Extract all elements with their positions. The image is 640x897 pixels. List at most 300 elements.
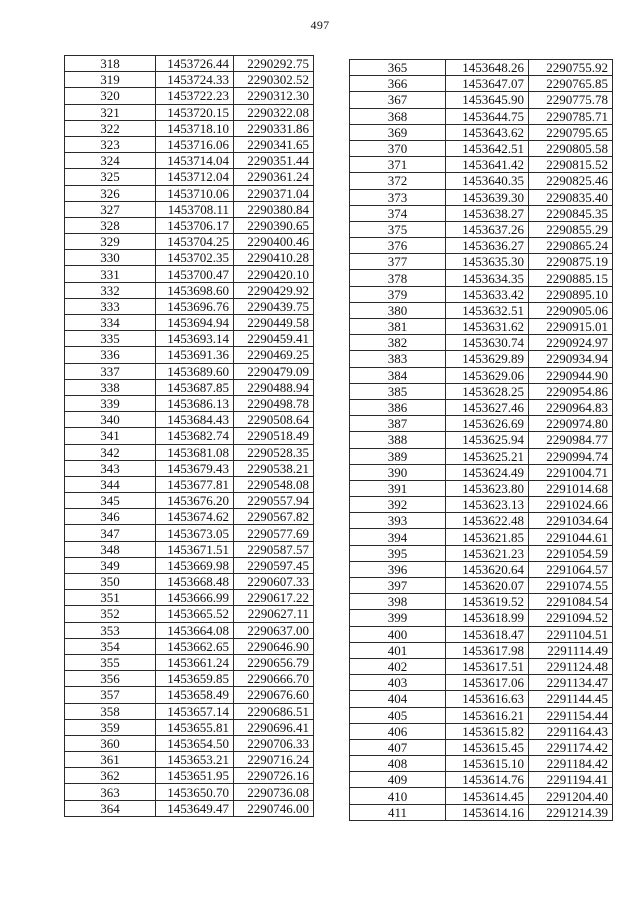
table-row xyxy=(65,250,314,266)
y-coordinate-cell: 2290420.10 xyxy=(234,266,314,282)
x-coordinate-cell: 1453648.26 xyxy=(446,60,529,76)
x-coordinate-cell: 1453639.30 xyxy=(446,189,529,205)
point-number-cell: 405 xyxy=(350,707,446,723)
page-number: 497 xyxy=(310,18,330,32)
y-coordinate-cell: 2290726.16 xyxy=(234,768,314,784)
y-coordinate-cell: 2290746.00 xyxy=(234,800,314,816)
point-number-cell: 318 xyxy=(65,56,156,72)
x-coordinate-cell: 1453666.99 xyxy=(156,590,234,606)
x-coordinate-cell: 1453654.50 xyxy=(156,735,234,751)
point-number-cell: 336 xyxy=(65,347,156,363)
point-number-cell: 400 xyxy=(350,626,446,642)
x-coordinate-cell: 1453625.94 xyxy=(446,432,529,448)
y-coordinate-cell: 2290469.25 xyxy=(234,347,314,363)
point-number-cell: 378 xyxy=(350,270,446,286)
x-coordinate-cell: 1453669.98 xyxy=(156,557,234,573)
table-row xyxy=(65,768,314,784)
x-coordinate-cell: 1453620.64 xyxy=(446,561,529,577)
point-number-cell: 346 xyxy=(65,509,156,525)
y-coordinate-cell: 2290518.49 xyxy=(234,428,314,444)
point-number-cell: 406 xyxy=(350,723,446,739)
table-row xyxy=(65,509,314,525)
y-coordinate-cell: 2290885.15 xyxy=(529,270,613,286)
x-coordinate-cell: 1453619.52 xyxy=(446,594,529,610)
x-coordinate-cell: 1453618.99 xyxy=(446,610,529,626)
x-coordinate-cell: 1453694.94 xyxy=(156,315,234,331)
x-coordinate-cell: 1453638.27 xyxy=(446,205,529,221)
y-coordinate-cell: 2290361.24 xyxy=(234,169,314,185)
point-number-cell: 411 xyxy=(350,804,446,820)
table-row xyxy=(65,671,314,687)
coordinates-table-left xyxy=(64,55,314,817)
x-coordinate-cell: 1453687.85 xyxy=(156,379,234,395)
point-number-cell: 396 xyxy=(350,561,446,577)
y-coordinate-cell: 2290696.41 xyxy=(234,719,314,735)
point-number-cell: 324 xyxy=(65,153,156,169)
y-coordinate-cell: 2290845.35 xyxy=(529,205,613,221)
point-number-cell: 375 xyxy=(350,221,446,237)
y-coordinate-cell: 2290934.94 xyxy=(529,351,613,367)
x-coordinate-cell: 1453631.62 xyxy=(446,319,529,335)
x-coordinate-cell: 1453726.44 xyxy=(156,56,234,72)
table-row xyxy=(65,347,314,363)
y-coordinate-cell: 2290865.24 xyxy=(529,238,613,254)
point-number-cell: 380 xyxy=(350,302,446,318)
point-number-cell: 379 xyxy=(350,286,446,302)
y-coordinate-cell: 2290302.52 xyxy=(234,72,314,88)
x-coordinate-cell: 1453623.80 xyxy=(446,480,529,496)
table-row xyxy=(350,497,613,513)
table-row xyxy=(350,658,613,674)
point-number-cell: 332 xyxy=(65,282,156,298)
y-coordinate-cell: 2291064.57 xyxy=(529,561,613,577)
x-coordinate-cell: 1453624.49 xyxy=(446,464,529,480)
table-row xyxy=(350,610,613,626)
table-row xyxy=(350,642,613,658)
point-number-cell: 392 xyxy=(350,497,446,513)
point-number-cell: 368 xyxy=(350,108,446,124)
table-row xyxy=(65,800,314,816)
y-coordinate-cell: 2290716.24 xyxy=(234,752,314,768)
x-coordinate-cell: 1453615.82 xyxy=(446,723,529,739)
y-coordinate-cell: 2290825.46 xyxy=(529,173,613,189)
x-coordinate-cell: 1453708.11 xyxy=(156,201,234,217)
table-row xyxy=(65,136,314,152)
table-row xyxy=(350,335,613,351)
table-row xyxy=(65,784,314,800)
x-coordinate-cell: 1453617.98 xyxy=(446,642,529,658)
table-row xyxy=(350,707,613,723)
y-coordinate-cell: 2290706.33 xyxy=(234,735,314,751)
point-number-cell: 351 xyxy=(65,590,156,606)
table-row xyxy=(350,108,613,124)
table-row xyxy=(350,157,613,173)
point-number-cell: 385 xyxy=(350,383,446,399)
table-row xyxy=(350,124,613,140)
x-coordinate-cell: 1453637.26 xyxy=(446,221,529,237)
x-coordinate-cell: 1453641.42 xyxy=(446,157,529,173)
x-coordinate-cell: 1453674.62 xyxy=(156,509,234,525)
point-number-cell: 355 xyxy=(65,654,156,670)
x-coordinate-cell: 1453668.48 xyxy=(156,574,234,590)
table-row xyxy=(350,432,613,448)
x-coordinate-cell: 1453634.35 xyxy=(446,270,529,286)
table-row xyxy=(350,221,613,237)
y-coordinate-cell: 2290617.22 xyxy=(234,590,314,606)
table-row xyxy=(65,104,314,120)
x-coordinate-cell: 1453620.07 xyxy=(446,578,529,594)
x-coordinate-cell: 1453716.06 xyxy=(156,136,234,152)
x-coordinate-cell: 1453686.13 xyxy=(156,395,234,411)
y-coordinate-cell: 2291084.54 xyxy=(529,594,613,610)
y-coordinate-cell: 2291154.44 xyxy=(529,707,613,723)
x-coordinate-cell: 1453650.70 xyxy=(156,784,234,800)
table-row xyxy=(65,56,314,72)
y-coordinate-cell: 2290380.84 xyxy=(234,201,314,217)
y-coordinate-cell: 2290785.71 xyxy=(529,108,613,124)
table-row xyxy=(350,480,613,496)
point-number-cell: 352 xyxy=(65,606,156,622)
y-coordinate-cell: 2290984.77 xyxy=(529,432,613,448)
table-row xyxy=(350,286,613,302)
table-row xyxy=(350,254,613,270)
table-row xyxy=(65,460,314,476)
point-number-cell: 321 xyxy=(65,104,156,120)
point-number-cell: 410 xyxy=(350,788,446,804)
table-row xyxy=(350,675,613,691)
table-row xyxy=(65,120,314,136)
x-coordinate-cell: 1453621.23 xyxy=(446,545,529,561)
y-coordinate-cell: 2290528.35 xyxy=(234,444,314,460)
table-row xyxy=(65,217,314,233)
x-coordinate-cell: 1453662.65 xyxy=(156,638,234,654)
table-row xyxy=(350,756,613,772)
table-row xyxy=(65,428,314,444)
point-number-cell: 338 xyxy=(65,379,156,395)
x-coordinate-cell: 1453642.51 xyxy=(446,140,529,156)
point-number-cell: 390 xyxy=(350,464,446,480)
x-coordinate-cell: 1453655.81 xyxy=(156,719,234,735)
table-row xyxy=(65,703,314,719)
table-row xyxy=(65,687,314,703)
table-row xyxy=(350,416,613,432)
x-coordinate-cell: 1453618.47 xyxy=(446,626,529,642)
table-row xyxy=(350,545,613,561)
x-coordinate-cell: 1453632.51 xyxy=(446,302,529,318)
table-row xyxy=(65,298,314,314)
y-coordinate-cell: 2291074.55 xyxy=(529,578,613,594)
y-coordinate-cell: 2290895.10 xyxy=(529,286,613,302)
x-coordinate-cell: 1453682.74 xyxy=(156,428,234,444)
x-coordinate-cell: 1453617.51 xyxy=(446,658,529,674)
table-row xyxy=(350,578,613,594)
table-row xyxy=(65,379,314,395)
point-number-cell: 331 xyxy=(65,266,156,282)
table-row xyxy=(350,76,613,92)
x-coordinate-cell: 1453661.24 xyxy=(156,654,234,670)
table-row xyxy=(350,351,613,367)
table-row xyxy=(65,395,314,411)
y-coordinate-cell: 2291024.66 xyxy=(529,497,613,513)
point-number-cell: 389 xyxy=(350,448,446,464)
table-row xyxy=(65,606,314,622)
x-coordinate-cell: 1453664.08 xyxy=(156,622,234,638)
x-coordinate-cell: 1453689.60 xyxy=(156,363,234,379)
point-number-cell: 343 xyxy=(65,460,156,476)
x-coordinate-cell: 1453621.85 xyxy=(446,529,529,545)
point-number-cell: 356 xyxy=(65,671,156,687)
point-number-cell: 323 xyxy=(65,136,156,152)
table-row xyxy=(65,752,314,768)
y-coordinate-cell: 2290331.86 xyxy=(234,120,314,136)
point-number-cell: 407 xyxy=(350,739,446,755)
y-coordinate-cell: 2290587.57 xyxy=(234,541,314,557)
y-coordinate-cell: 2291104.51 xyxy=(529,626,613,642)
table-row xyxy=(65,444,314,460)
y-coordinate-cell: 2291214.39 xyxy=(529,804,613,820)
x-coordinate-cell: 1453706.17 xyxy=(156,217,234,233)
x-coordinate-cell: 1453673.05 xyxy=(156,525,234,541)
point-number-cell: 349 xyxy=(65,557,156,573)
x-coordinate-cell: 1453657.14 xyxy=(156,703,234,719)
table-row xyxy=(350,513,613,529)
point-number-cell: 382 xyxy=(350,335,446,351)
y-coordinate-cell: 2290567.82 xyxy=(234,509,314,525)
y-coordinate-cell: 2290915.01 xyxy=(529,319,613,335)
y-coordinate-cell: 2290835.40 xyxy=(529,189,613,205)
table-row xyxy=(350,788,613,804)
point-number-cell: 399 xyxy=(350,610,446,626)
x-coordinate-cell: 1453645.90 xyxy=(446,92,529,108)
y-coordinate-cell: 2290400.46 xyxy=(234,234,314,250)
y-coordinate-cell: 2290994.74 xyxy=(529,448,613,464)
y-coordinate-cell: 2290775.78 xyxy=(529,92,613,108)
y-coordinate-cell: 2291114.49 xyxy=(529,642,613,658)
point-number-cell: 395 xyxy=(350,545,446,561)
table-row xyxy=(65,557,314,573)
point-number-cell: 354 xyxy=(65,638,156,654)
y-coordinate-cell: 2290855.29 xyxy=(529,221,613,237)
point-number-cell: 397 xyxy=(350,578,446,594)
y-coordinate-cell: 2290627.11 xyxy=(234,606,314,622)
point-number-cell: 402 xyxy=(350,658,446,674)
point-number-cell: 409 xyxy=(350,772,446,788)
point-number-cell: 348 xyxy=(65,541,156,557)
x-coordinate-cell: 1453616.21 xyxy=(446,707,529,723)
point-number-cell: 365 xyxy=(350,60,446,76)
x-coordinate-cell: 1453644.75 xyxy=(446,108,529,124)
point-number-cell: 371 xyxy=(350,157,446,173)
table-row xyxy=(65,153,314,169)
y-coordinate-cell: 2290954.86 xyxy=(529,383,613,399)
table-row xyxy=(350,594,613,610)
coordinates-table-left-body xyxy=(65,56,314,817)
y-coordinate-cell: 2290905.06 xyxy=(529,302,613,318)
y-coordinate-cell: 2290676.60 xyxy=(234,687,314,703)
y-coordinate-cell: 2290805.58 xyxy=(529,140,613,156)
x-coordinate-cell: 1453647.07 xyxy=(446,76,529,92)
table-row xyxy=(65,590,314,606)
x-coordinate-cell: 1453659.85 xyxy=(156,671,234,687)
table-row xyxy=(350,205,613,221)
table-row xyxy=(350,189,613,205)
x-coordinate-cell: 1453702.35 xyxy=(156,250,234,266)
x-coordinate-cell: 1453629.89 xyxy=(446,351,529,367)
table-row xyxy=(350,399,613,415)
x-coordinate-cell: 1453700.47 xyxy=(156,266,234,282)
x-coordinate-cell: 1453665.52 xyxy=(156,606,234,622)
x-coordinate-cell: 1453698.60 xyxy=(156,282,234,298)
y-coordinate-cell: 2290815.52 xyxy=(529,157,613,173)
point-number-cell: 362 xyxy=(65,768,156,784)
table-row xyxy=(65,201,314,217)
y-coordinate-cell: 2290498.78 xyxy=(234,395,314,411)
table-row xyxy=(350,140,613,156)
y-coordinate-cell: 2290577.69 xyxy=(234,525,314,541)
table-row xyxy=(65,476,314,492)
point-number-cell: 328 xyxy=(65,217,156,233)
table-row xyxy=(65,315,314,331)
point-number-cell: 370 xyxy=(350,140,446,156)
point-number-cell: 391 xyxy=(350,480,446,496)
table-row xyxy=(65,493,314,509)
point-number-cell: 359 xyxy=(65,719,156,735)
table-row xyxy=(350,723,613,739)
table-row xyxy=(350,772,613,788)
point-number-cell: 333 xyxy=(65,298,156,314)
x-coordinate-cell: 1453616.63 xyxy=(446,691,529,707)
point-number-cell: 341 xyxy=(65,428,156,444)
x-coordinate-cell: 1453693.14 xyxy=(156,331,234,347)
x-coordinate-cell: 1453718.10 xyxy=(156,120,234,136)
table-row xyxy=(350,529,613,545)
point-number-cell: 384 xyxy=(350,367,446,383)
point-number-cell: 335 xyxy=(65,331,156,347)
point-number-cell: 393 xyxy=(350,513,446,529)
y-coordinate-cell: 2291004.71 xyxy=(529,464,613,480)
table-row xyxy=(65,185,314,201)
x-coordinate-cell: 1453724.33 xyxy=(156,72,234,88)
y-coordinate-cell: 2290795.65 xyxy=(529,124,613,140)
x-coordinate-cell: 1453649.47 xyxy=(156,800,234,816)
y-coordinate-cell: 2290410.28 xyxy=(234,250,314,266)
table-row xyxy=(350,464,613,480)
x-coordinate-cell: 1453671.51 xyxy=(156,541,234,557)
point-number-cell: 344 xyxy=(65,476,156,492)
point-number-cell: 383 xyxy=(350,351,446,367)
y-coordinate-cell: 2291134.47 xyxy=(529,675,613,691)
point-number-cell: 353 xyxy=(65,622,156,638)
point-number-cell: 327 xyxy=(65,201,156,217)
table-row xyxy=(350,60,613,76)
table-row xyxy=(65,719,314,735)
x-coordinate-cell: 1453677.81 xyxy=(156,476,234,492)
y-coordinate-cell: 2290371.04 xyxy=(234,185,314,201)
y-coordinate-cell: 2290646.90 xyxy=(234,638,314,654)
point-number-cell: 339 xyxy=(65,395,156,411)
y-coordinate-cell: 2290548.08 xyxy=(234,476,314,492)
x-coordinate-cell: 1453691.36 xyxy=(156,347,234,363)
x-coordinate-cell: 1453615.10 xyxy=(446,756,529,772)
y-coordinate-cell: 2290538.21 xyxy=(234,460,314,476)
y-coordinate-cell: 2291164.43 xyxy=(529,723,613,739)
point-number-cell: 357 xyxy=(65,687,156,703)
point-number-cell: 388 xyxy=(350,432,446,448)
y-coordinate-cell: 2291044.61 xyxy=(529,529,613,545)
point-number-cell: 319 xyxy=(65,72,156,88)
x-coordinate-cell: 1453614.16 xyxy=(446,804,529,820)
x-coordinate-cell: 1453720.15 xyxy=(156,104,234,120)
table-row xyxy=(65,622,314,638)
y-coordinate-cell: 2290479.09 xyxy=(234,363,314,379)
point-number-cell: 366 xyxy=(350,76,446,92)
point-number-cell: 394 xyxy=(350,529,446,545)
point-number-cell: 377 xyxy=(350,254,446,270)
point-number-cell: 322 xyxy=(65,120,156,136)
table-row xyxy=(65,363,314,379)
y-coordinate-cell: 2290607.33 xyxy=(234,574,314,590)
point-number-cell: 403 xyxy=(350,675,446,691)
x-coordinate-cell: 1453614.45 xyxy=(446,788,529,804)
table-row xyxy=(65,412,314,428)
x-coordinate-cell: 1453614.76 xyxy=(446,772,529,788)
point-number-cell: 340 xyxy=(65,412,156,428)
y-coordinate-cell: 2290597.45 xyxy=(234,557,314,573)
table-row xyxy=(350,448,613,464)
x-coordinate-cell: 1453615.45 xyxy=(446,739,529,755)
table-row xyxy=(65,169,314,185)
x-coordinate-cell: 1453681.08 xyxy=(156,444,234,460)
point-number-cell: 337 xyxy=(65,363,156,379)
point-number-cell: 320 xyxy=(65,88,156,104)
point-number-cell: 342 xyxy=(65,444,156,460)
point-number-cell: 367 xyxy=(350,92,446,108)
y-coordinate-cell: 2290755.92 xyxy=(529,60,613,76)
point-number-cell: 401 xyxy=(350,642,446,658)
x-coordinate-cell: 1453626.69 xyxy=(446,416,529,432)
y-coordinate-cell: 2290765.85 xyxy=(529,76,613,92)
y-coordinate-cell: 2290449.58 xyxy=(234,315,314,331)
point-number-cell: 398 xyxy=(350,594,446,610)
y-coordinate-cell: 2291124.48 xyxy=(529,658,613,674)
point-number-cell: 381 xyxy=(350,319,446,335)
y-coordinate-cell: 2290508.64 xyxy=(234,412,314,428)
y-coordinate-cell: 2290964.83 xyxy=(529,399,613,415)
y-coordinate-cell: 2290557.94 xyxy=(234,493,314,509)
y-coordinate-cell: 2291144.45 xyxy=(529,691,613,707)
point-number-cell: 404 xyxy=(350,691,446,707)
x-coordinate-cell: 1453625.21 xyxy=(446,448,529,464)
y-coordinate-cell: 2290924.97 xyxy=(529,335,613,351)
y-coordinate-cell: 2290322.08 xyxy=(234,104,314,120)
y-coordinate-cell: 2290429.92 xyxy=(234,282,314,298)
y-coordinate-cell: 2290875.19 xyxy=(529,254,613,270)
point-number-cell: 364 xyxy=(65,800,156,816)
x-coordinate-cell: 1453636.27 xyxy=(446,238,529,254)
table-row xyxy=(350,626,613,642)
x-coordinate-cell: 1453696.76 xyxy=(156,298,234,314)
x-coordinate-cell: 1453635.30 xyxy=(446,254,529,270)
point-number-cell: 325 xyxy=(65,169,156,185)
x-coordinate-cell: 1453629.06 xyxy=(446,367,529,383)
table-row xyxy=(65,88,314,104)
x-coordinate-cell: 1453651.95 xyxy=(156,768,234,784)
coordinates-table-right xyxy=(349,59,613,821)
table-row xyxy=(350,561,613,577)
x-coordinate-cell: 1453658.49 xyxy=(156,687,234,703)
y-coordinate-cell: 2290439.75 xyxy=(234,298,314,314)
y-coordinate-cell: 2291014.68 xyxy=(529,480,613,496)
